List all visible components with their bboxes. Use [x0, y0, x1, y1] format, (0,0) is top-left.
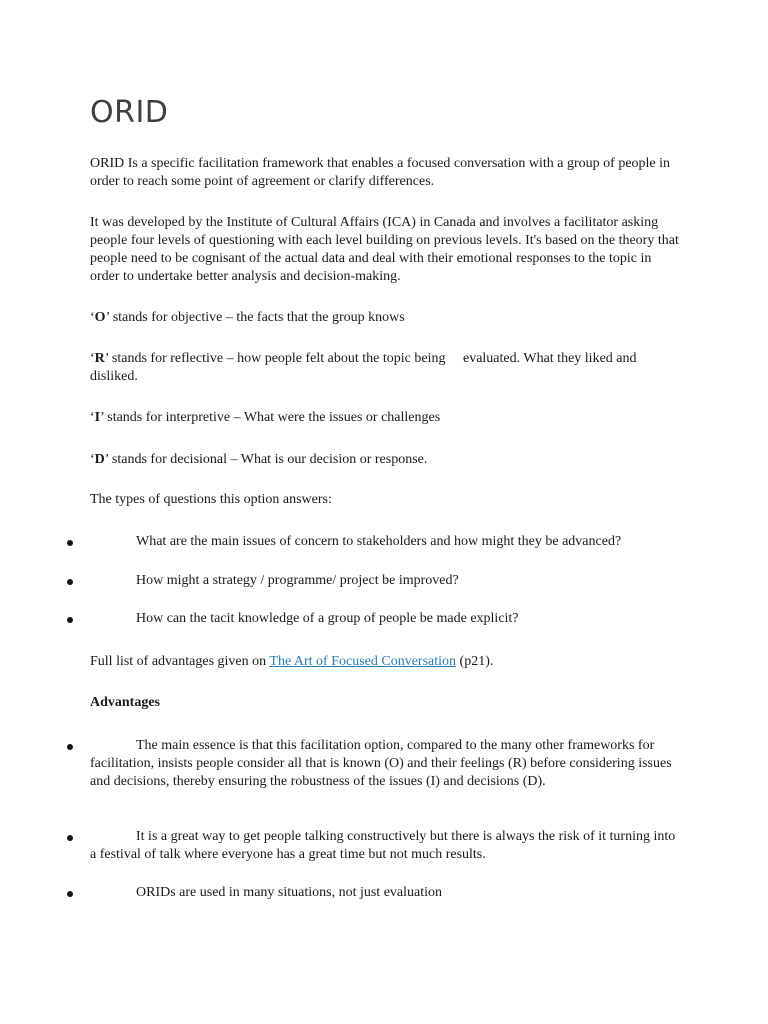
advantages-heading: Advantages: [90, 695, 161, 710]
level-decisional: [90, 451, 682, 469]
advantage-text: The main essence is that this facilitation option, compared to the many other frameworks for facilitation, insists people consider all that is known (O) and their feelings (R) before considering issues and decisions, thereby ensuring the robustness of the issues (I) and decisions (D).: [90, 738, 672, 789]
advantages-source: [90, 653, 682, 671]
intro-paragraph-2: It was developed by the Institute of Cultural Affairs (ICA) in Canada and involves a facilitator asking people four levels of questioning with each level building on previous levels. It's based on the theory that people need to be cognisant of the actual data and deal with their emotional responses to the topic in order to undertake better analysis and decision-making.: [90, 215, 679, 284]
level-objective: [90, 309, 682, 327]
level-open-quote: ‘: [90, 452, 95, 467]
bullet-icon: [67, 891, 73, 897]
bullet-icon: [67, 540, 73, 546]
level-reflective: [90, 350, 682, 386]
questions-intro: The types of questions this option answers:: [90, 492, 332, 507]
bullet-icon: [67, 579, 73, 585]
level-open-quote: ‘: [90, 410, 95, 425]
page-title: ORID: [90, 95, 169, 130]
level-letter: O: [94, 310, 106, 325]
level-close-quote: ’: [104, 351, 109, 366]
level-interpretive: [90, 409, 682, 427]
level-letter: R: [94, 351, 105, 366]
list-item: [0, 610, 768, 628]
level-letter: I: [94, 410, 101, 425]
advantage-text: It is a great way to get people talking constructively but there is always the risk of it turning into a festival of talk where everyone has a great time but not much results.: [90, 829, 676, 862]
intro-paragraph-1: ORID Is a specific facilitation framework that enables a focused conversation with a group of people in order to reach some point of agreement or clarify differences.: [90, 156, 671, 189]
question-text: How might a strategy / programme/ project be improved?: [136, 573, 459, 588]
list-item: [0, 737, 768, 789]
advantage-text: ORIDs are used in many situations, not just evaluation: [136, 885, 443, 900]
bullet-icon: [67, 744, 73, 750]
bullet-icon: [67, 617, 73, 623]
level-close-quote: ’: [104, 452, 109, 467]
level-open-quote: ‘: [90, 310, 95, 325]
list-item: [0, 572, 768, 590]
level-text: stands for decisional – What is our decision or response.: [108, 452, 428, 467]
advantages-source-suffix: (p21).: [456, 654, 494, 669]
list-item: [0, 884, 768, 902]
level-text: stands for objective – the facts that the group knows: [109, 310, 405, 325]
list-item: [0, 533, 768, 551]
list-item: [0, 828, 768, 862]
question-text: How can the tacit knowledge of a group of people be made explicit?: [136, 611, 519, 626]
question-text: What are the main issues of concern to stakeholders and how might they be advanced?: [136, 534, 622, 549]
bullet-icon: [67, 835, 73, 841]
advantages-source-prefix: Full list of advantages given on: [90, 654, 270, 669]
art-of-focused-conversation-link[interactable]: The Art of Focused Conversation: [269, 654, 457, 669]
level-open-quote: ‘: [90, 351, 95, 366]
level-close-quote: ’: [105, 310, 110, 325]
level-text: stands for reflective – how people felt about the topic being evaluated. What they liked and disliked.: [90, 351, 640, 384]
level-text: stands for interpretive – What were the issues or challenges: [103, 410, 441, 425]
level-letter: D: [94, 452, 105, 467]
level-close-quote: ’: [100, 410, 104, 425]
